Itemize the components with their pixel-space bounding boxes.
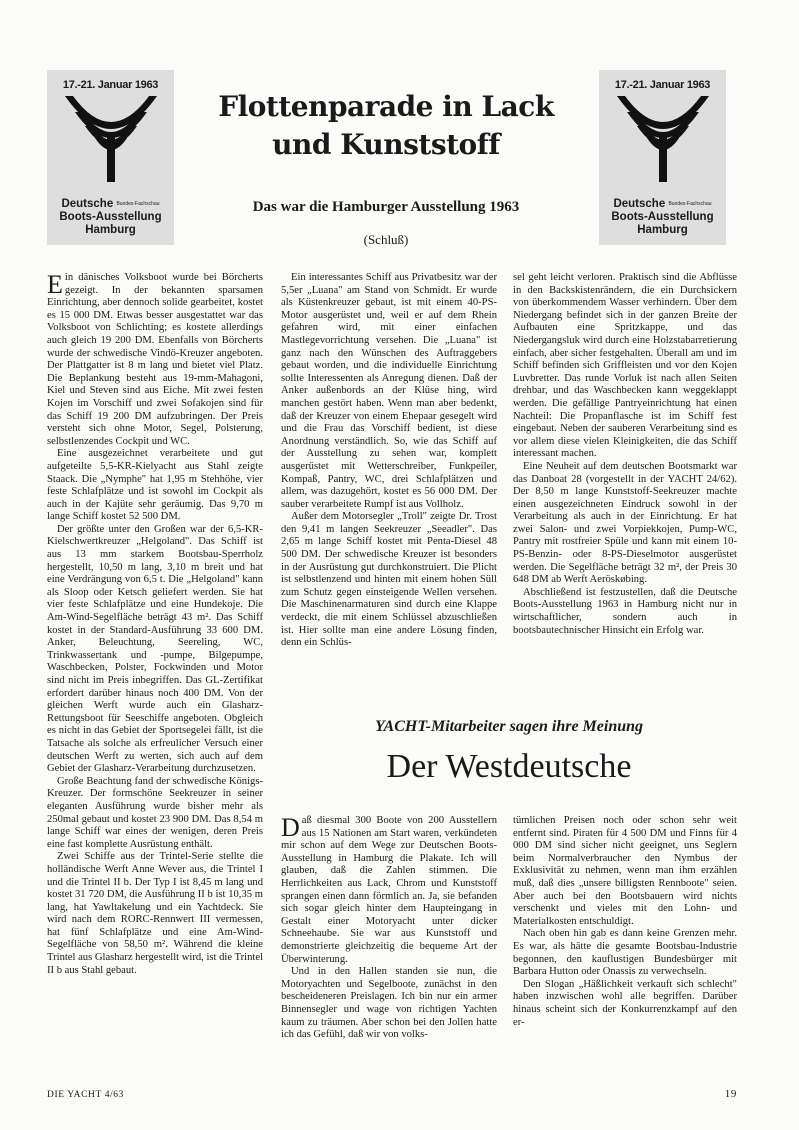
second-article-headline: Der Westdeutsche [386,748,632,785]
paragraph: Ein interessantes Schiff aus Privatbesitz war der 5,5er „Luana" am Stand von Schmidt. Er wurde als Küstenkreuzer gebaut, ist mit einem 40-PS-Motor ausgerüstet und, weil er auf dem Rhein gefahren wird, mit einer einfachen Mastlegevorrichtung versehen. Die „Luana" ist ganz nach den Wünschen des Auftraggebers gebaut worden, und die individuelle Einrichtung sollte Interessenten als Anregung dienen. Daß der Anker außenbords an der Klüse hing, wird manchen gestört haben. Wenn man aber bedenkt, daß der Kreuzer von einem Ehepaar gesegelt wird und die Frau das Vorschiff bedient, ist diese Anordnung verständlich. So, wie das Schiff auf der Ausstellung zu sehen war, komplett ausgerüstet mit Wetterschreiber, Funkpeiler, Kompaß, Pantry, WC, drei Schlafplätzen und allem, was dazugehört, kostet es 56 000 DM. Der sauber verarbeitete Rumpf ist aus Vollholz. [281,272,497,510]
logo-text: Deutsche $^{Bundes-Fachschau}$ Boots-Ausstellung Hamburg [59,198,162,236]
article-title: Flottenparade in Lack und Kunststoff [218,90,554,161]
article-column-3 [513,272,737,637]
paragraph: Eine Neuheit auf dem deutschen Bootsmarkt war das Danboat 28 (vorgestellt in der YACHT 24/62). Der 8,50 m lange Kunststoff-Seekreuzer machte einen ausgezeichneten Eindruck sowohl in der Verarbeitung als auch in der Einrichtung. Er hat zwei Salon- und zwei Vorpiekkojen, Pump-WC, Pantry mit rostfreier Spüle und kann mit einem 10-PS-Benzin- oder 8-PS-Dieselmotor ausgerüstet werden. Die Segelfläche beträgt 32 m², der Preis 30 648 DM ab Werft Aeröskøbing. [513,460,737,586]
paragraph: Den Slogan „Häßlichkeit verkauft sich schlecht" haben inzwischen wohl alle begriffen. Darüber hinaus scheint sich der Konkurrenzkampf auf den er- [513,978,737,1028]
paragraph: Und in den Hallen standen sie nun, die Motoryachten und Segelboote, zunächst in den bescheideneren Preislagen. Ich bin nur ein armer Binnensegler und wage von richtigen Yachten kaum zu träumen. Aber schon bei den Jollen hatte ich das Gefühl, daß wir von volks- [281,966,497,1041]
boat-ribs-emblem [613,92,713,197]
paragraph: Große Beachtung fand der schwedische Königs-Kreuzer. Der formschöne Seekreuzer in seiner eleganten Ausführung wurde bisher mehr als 250mal gebaut und kostet 23 900 DM. Das 8,54 m lange Schiff war eines der wenigen, deren Preis eine fast komplette Ausrüstung enthält. [47,775,263,850]
article-column-2 [281,272,497,650]
magazine-issue: DIE YACHT 4/63 [47,1090,125,1100]
second-article-column-1 [281,815,497,1042]
paragraph: Daß diesmal 300 Boote von 200 Ausstellern aus 15 Nationen am Start waren, verkündeten mir schon auf dem Wege zur Deutschen Boots-Ausstellung in Hamburg die Plakate. Ich will glauben, daß die Zahlen stimmen. Die Herrlichkeiten aus Lack, Chrom und Kunststoff sprangen einen dann förmlich an. Ja, sie befanden sich sogar gleich hinter dem Haupteingang in Gestalt einer Motoryacht unter dicker Schneehaube. Sie war aus Kunststoff und demonstrierte gleichzeitig die bequeme Art der Überwinterung. [281,813,497,965]
logo-text: Deutsche $^{Bundes-Fachschau}$ Boots-Ausstellung Hamburg [611,198,714,236]
article-continuation-note: (Schluß) [363,232,409,247]
second-article-column-2 [513,815,737,1029]
boat-ribs-emblem [61,92,161,197]
exhibition-logo-left [47,70,174,245]
paragraph: Ein dänisches Volksboot wurde bei Börcherts gezeigt. In der bekannten sparsamen Einrichtung, aber dennoch solide gearbeitet, kostet es 15 000 DM. Etwas besser ausgestattet war das Volksboot von Schlichting; es kostete allerdings auch gleich 19 200 DM. Ebenfalls von Börcherts wurde der schwedische Vindö-Kreuzer angeboten. Der Plattgatter ist 8 m lang und bietet viel Platz. Die Beplankung besteht aus 19-mm-Mahagoni, Kiel und Steven sind aus Eiche. Mit zwei festen Kojen im Vorschiff und zwei Sofakojen sind für das Schiff 19 200 DM aufzubringen. Der Preis versteht sich ohne Motor, Segel, Polsterung, selbstlenzendes Cockpit und WC. [47,270,263,447]
logo-date: 17.-21. Januar 1963 [62,79,159,91]
paragraph: Zwei Schiffe aus der Trintel-Serie stellte die holländische Werft Anne Wever aus, die Trintel I und die Trintel II b. Der Typ I ist 8,45 m lang und kostet 31 720 DM, die Ausführung II b ist 10,35 m lang, hat Yawltakelung und ein Yachtdeck. Sie wird nach dem RORC-Rennwert III vermessen, hat fünf Schlafplätze und eine Am-Wind-Segelfläche von 58,50 m². Während die kleine Trintel aus Glasharz hergestellt wird, ist die Trintel II b aus Stahl gebaut. [47,851,263,976]
paragraph: tümlichen Preisen noch oder schon sehr weit entfernt sind. Piraten für 4 500 DM und Finns für 4 000 DM sind sicher nicht geeignet, uns Seglern beim Normalverbraucher den Nymbus der Exklusivität zu nehmen, wenn man ihm erzählen muß, daß dies „unsere billigsten Rennboote" seien. Aber auch bei den Bootsbauern wird nichts verschenkt und vieles mit den Lohn- und Materialkosten entschuldigt. [513,815,737,927]
article-subtitle: Das war die Hamburger Ausstellung 1963 [252,199,520,215]
drop-cap: E [47,270,63,299]
paragraph: Der größte unter den Großen war der 6,5-KR-Kielschwertkreuzer „Helgoland". Das Schiff ist aus 13 mm starkem Bootsbau-Sperrholz hergestellt, 10,50 m lang, 3,10 m breit und hat eine Verdrängung von 6,5 t. Die „Helgoland" kann als Sloop oder Ketsch geliefert werden. Sie hat vier feste Schlafplätze und eine Hundekoje. Die Am-Wind-Segelfläche beträgt 43 m². Das Schiff kostet in der Standard-Ausführung 33 600 DM. Anker, Beleuchtung, Seereling, WC, Trinkwassertank und -pumpe, Bilgepumpe, Waschbecken, Polster, Fockwinden und Motor sind nicht im Preis inbegriffen. Das GL-Zertifikat erfordert darüber hinaus noch 400 DM. Von der gleichen Werft wurde auch ein Glasharz-Rettungsboot für Seeschiffe angeboten. Obgleich es nicht in das Gebiet der Sportsegelei fällt, ist die Tatsache als solche als erfreulicher Versuch einer deutschen Werft zu werten, sich auch auf dem Gebiet der Glasharz-Verarbeitung durchzusetzen. [47,523,263,775]
page-number: 19 [724,1088,737,1100]
paragraph: Nach oben hin gab es dann keine Grenzen mehr. Es war, als hätte die gesamte Bootsbau-Industrie begonnen, den kauflustigen Bundesbürger mit Barbara Hutton oder Onassis zu verwechseln. [513,928,737,978]
logo-date: 17.-21. Januar 1963 [614,79,711,91]
page-footer [47,1090,737,1100]
paragraph: Eine ausgezeichnet verarbeitete und gut aufgeteilte 5,5-KR-Kielyacht aus Stahl zeigte Staack. Die „Nymphe" hat 1,95 m Stehhöhe, vier feste Schlafplätze und ist sowohl im Cockpit als auch in der Kajüte sehr geräumig. Das 9,70 m lange Schiff kostet 52 500 DM. [47,448,263,523]
paragraph: Außer dem Motorsegler „Troll" zeigte Dr. Trost den 9,41 m langen Seekreuzer „Seeadler". Das 2,65 m lange Schiff kostet mit Penta-Diesel 48 500 DM. Der schwedische Kreuzer ist besonders in der Ausrüstung gut durchkonstruiert. Die Plicht ist selbstlenzend und hinten mit einem hohen Süll zum Schutz gegen einsteigende Wellen versehen. Die Maschinenarmaturen sind durch eine Klappe verdeckt, die mit einem Schlüssel abzuschließen ist. Hier sollte man eine andere Lösung finden, denn ein Schlüs- [281,511,497,649]
paragraph: Abschließend ist festzustellen, daß die Deutsche Boots-Ausstellung 1963 in Hamburg nicht nur in wirtschaftlicher, sondern auch in bootsbautechnischer Hinsicht ein Erfolg war. [513,586,737,636]
article-column-1 [47,272,263,977]
drop-cap: D [281,813,300,842]
paragraph: sel geht leicht verloren. Praktisch sind die Abflüsse in den Backskistenrändern, die ein Durchsickern von überkommendem Wasser verhindern. Über dem Niedergang befindet sich in der ganzen Breite der Aufbauten eine Spritzkappe, und das Niedergangsluk wird durch eine Holzstabarretierung einfach, aber sicher festgehalten. Überall am und im Schiff befinden sich Griffleisten und vor den Kojen Luvbretter. Das runde Vorluk ist nach allen Seiten drehbar, und das Waschbecken kann weggeklappt werden. Die gefällige Pantryeinrichtung hat einen Nachteil: Die Propanflasche ist im Schiff fest eingebaut. Neben der sauberen Verarbeitung sind es vor allem diese vielen Kleinigkeiten, die das Schiff interessant machen. [513,272,737,460]
exhibition-logo-right [599,70,726,245]
second-article-kicker: YACHT-Mitarbeiter sagen ihre Meinung [374,718,644,735]
